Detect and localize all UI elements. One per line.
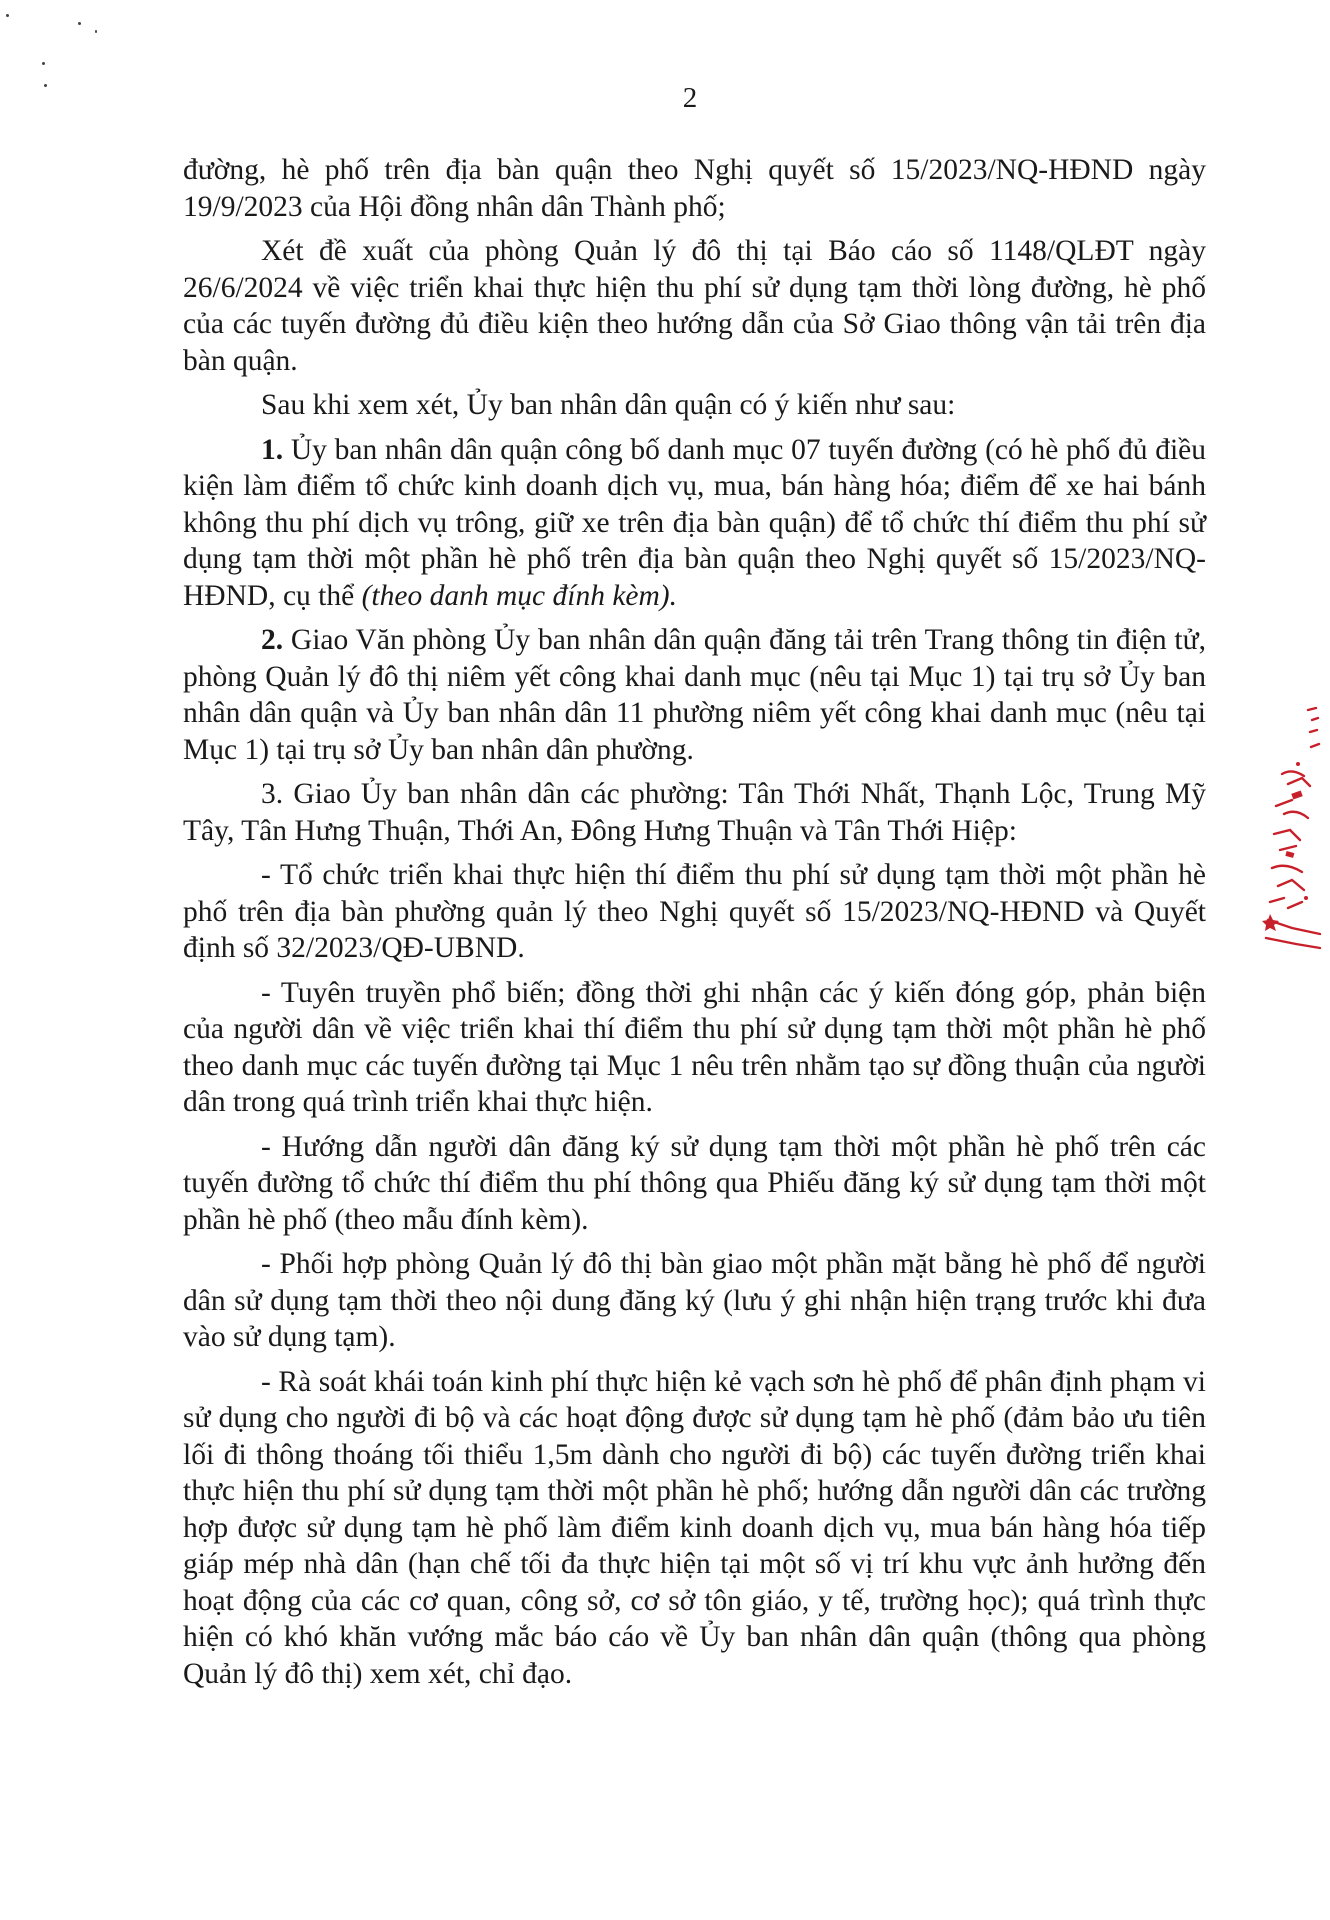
paragraph-item-3 bbox=[183, 776, 1206, 849]
item-number: 3. bbox=[261, 778, 284, 810]
item-text: Ủy ban nhân dân quận công bố danh mục 07 tuyến đường (có hè phố đủ điều kiện làm điểm tổ chức kinh doanh dịch vụ, mua, bán hàng hóa; điểm để xe hai bánh không thu phí dịch vụ trông, giữ xe trên địa bàn quận) để tổ chức thí điểm thu phí sử dụng tạm thời một phần hè phố trên địa bàn quận theo Nghị quyết số 15/2023/NQ-HĐND, cụ thể bbox=[183, 433, 1206, 612]
scan-speck bbox=[6, 14, 9, 17]
page-number: 2 bbox=[682, 82, 698, 114]
item-italic-note: (theo danh mục đính kèm). bbox=[361, 579, 678, 612]
seal-stamp-icon bbox=[1262, 702, 1322, 972]
scan-speck bbox=[42, 62, 45, 65]
document-body bbox=[183, 152, 1206, 1700]
paragraph-item-1 bbox=[183, 432, 1206, 615]
paragraph-item-2 bbox=[183, 622, 1206, 768]
bullet-review-budget: - Rà soát khái toán kinh phí thực hiện kẻ vạch sơn hè phố để phân định phạm vi sử dụng cho người đi bộ và các hoạt động được sử dụng tạm hè phố (đảm bảo ưu tiên lối đi thông thoáng tối thiểu 1,5m dành cho người đi bộ) các tuyến đường triển khai thực hiện thu phí sử dụng tạm thời một phần hè phố; hướng dẫn người dân các trường hợp được sử dụng tạm hè phố làm điểm kinh doanh dịch vụ, mua bán hàng hóa tiếp giáp mép nhà dân (hạn chế tối đa thực hiện tại một số vị trí khu vực ảnh hưởng đến hoạt động của các cơ quan, công sở, cơ sở tôn giáo, y tế, trường học); quá trình thực hiện có khó khăn vướng mắc báo cáo về Ủy ban nhân dân quận (thông qua phòng Quản lý đô thị) xem xét, chỉ đạo. bbox=[183, 1365, 1206, 1690]
item-number: 2. bbox=[261, 624, 284, 656]
item-text: Giao Văn phòng Ủy ban nhân dân quận đăng tải trên Trang thông tin điện tử, phòng Quản lý đô thị niêm yết công khai danh mục (nêu tại Mục 1) tại trụ sở Ủy ban nhân dân quận và Ủy ban nhân dân 11 phường niêm yết công khai danh mục (nêu tại Mục 1) tại trụ sở Ủy ban nhân dân phường. bbox=[183, 624, 1206, 766]
item-text: Giao Ủy ban nhân dân các phường: Tân Thới Nhất, Thạnh Lộc, Trung Mỹ Tây, Tân Hưng Thuận, Thới An, Đông Hưng Thuận và Tân Thới Hiệp: bbox=[183, 778, 1206, 847]
bullet-organize: - Tổ chức triển khai thực hiện thí điểm thu phí sử dụng tạm thời một phần hè phố trên địa bàn phường quản lý theo Nghị quyết số 15/2023/NQ-HĐND và Quyết định số 32/2023/QĐ-UBND. bbox=[183, 859, 1206, 964]
paragraph-continuation: đường, hè phố trên địa bàn quận theo Nghị quyết số 15/2023/NQ-HĐND ngày 19/9/2023 của Hội đồng nhân dân Thành phố; bbox=[183, 154, 1206, 223]
bullet-guide-registration: - Hướng dẫn người dân đăng ký sử dụng tạm thời một phần hè phố trên các tuyến đường tổ chức thí điểm thu phí thông qua Phiếu đăng ký sử dụng tạm thời một phần hè phố (theo mẫu đính kèm). bbox=[183, 1130, 1206, 1236]
scan-speck bbox=[95, 30, 97, 33]
paragraph-opinion-intro: Sau khi xem xét, Ủy ban nhân dân quận có ý kiến như sau: bbox=[261, 389, 956, 421]
bullet-propagate: - Tuyên truyền phổ biến; đồng thời ghi nhận các ý kiến đóng góp, phản biện của người dân về việc triển khai thí điểm thu phí sử dụng tạm thời một phần hè phố theo danh mục các tuyến đường tại Mục 1 nêu trên nhằm tạo sự đồng thuận của người dân trong quá trình triển khai thực hiện. bbox=[183, 976, 1206, 1118]
item-number: 1. bbox=[261, 433, 284, 466]
scan-speck bbox=[78, 22, 81, 25]
bullet-coordinate-handover: - Phối hợp phòng Quản lý đô thị bàn giao một phần mặt bằng hè phố để người dân sử dụng tạm thời theo nội dung đăng ký (lưu ý ghi nhận hiện trạng trước khi đưa vào sử dụng tạm). bbox=[183, 1248, 1206, 1353]
paragraph-proposal: Xét đề xuất của phòng Quản lý đô thị tại Báo cáo số 1148/QLĐT ngày 26/6/2024 về việc triển khai thực hiện thu phí sử dụng tạm thời lòng đường, hè phố của các tuyến đường đủ điều kiện theo hướng dẫn của Sở Giao thông vận tải trên địa bàn quận. bbox=[183, 235, 1206, 377]
